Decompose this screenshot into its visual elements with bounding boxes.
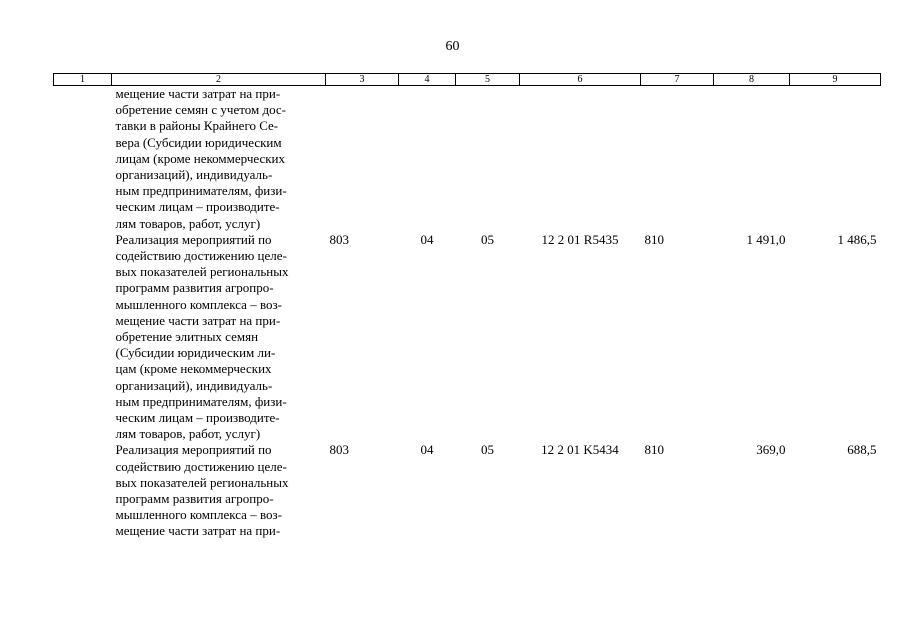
- table-row: [54, 86, 881, 232]
- table-row: [54, 442, 881, 539]
- subsection-code-cell: 05: [481, 231, 494, 247]
- amount-col9-cell: [790, 86, 881, 232]
- column-header-9: 9: [790, 74, 881, 86]
- amount-col8-cell: 369,0: [756, 442, 786, 458]
- section-code-cell: [399, 86, 456, 232]
- column-header-1: 1: [54, 74, 112, 86]
- expense-type-cell: 810: [644, 231, 664, 247]
- target-article-cell: [520, 86, 641, 232]
- target-article-cell: 12 2 01 K5434: [541, 442, 619, 458]
- ministry-code-cell: 803: [329, 231, 349, 247]
- ministry-code-cell: [326, 86, 399, 232]
- subsection-code-cell: [456, 86, 520, 232]
- row-number-cell: [54, 86, 112, 232]
- expense-type-cell: [641, 86, 714, 232]
- column-header-2: 2: [112, 74, 326, 86]
- amount-col9-cell: 688,5: [847, 442, 877, 458]
- row-number-cell: [54, 442, 112, 539]
- section-code-cell: 04: [420, 231, 434, 247]
- amount-col8-cell: 1 491,0: [746, 231, 786, 247]
- budget-table: [53, 73, 881, 540]
- column-header-6: 6: [520, 74, 641, 86]
- row-description: Реализация мероприятий по содействию достижению целе- вых показателей региональных программ развития агропро- мышленного комплекса – воз- мещение части затрат на при-: [115, 442, 289, 539]
- expense-type-cell: 810: [644, 442, 664, 458]
- row-number-cell: [54, 232, 112, 443]
- column-header-8: 8: [714, 74, 790, 86]
- column-header-4: 4: [399, 74, 456, 86]
- section-code-cell: 04: [420, 442, 434, 458]
- page-number: 60: [445, 39, 460, 54]
- row-description: Реализация мероприятий по содействию достижению целе- вых показателей региональных программ развития агропро- мышленного комплекса – воз- мещение части затрат на при- обретение элитных семян (Субсидии юридическим ли- цам (кроме некоммерческих организаций), индивидуаль- ным предпринимателям, физи- ческим лицам – производите- лям товаров, работ, услуг): [115, 231, 289, 442]
- amount-col8-cell: [714, 86, 790, 232]
- subsection-code-cell: 05: [481, 442, 494, 458]
- table-row: [54, 232, 881, 443]
- row-description: мещение части затрат на при- обретение семян с учетом дос- тавки в районы Крайнего Се- вера (Субсидии юридическим лицам (кроме некоммерческих организаций), индивидуаль- ным предпринимателям, физи- ческим лицам – производите- лям товаров, работ, услуг): [115, 86, 287, 231]
- table-header-row: [54, 74, 881, 86]
- column-header-7: 7: [641, 74, 714, 86]
- ministry-code-cell: 803: [329, 442, 349, 458]
- amount-col9-cell: 1 486,5: [837, 231, 877, 247]
- target-article-cell: 12 2 01 R5435: [541, 231, 619, 247]
- column-header-5: 5: [456, 74, 520, 86]
- column-header-3: 3: [326, 74, 399, 86]
